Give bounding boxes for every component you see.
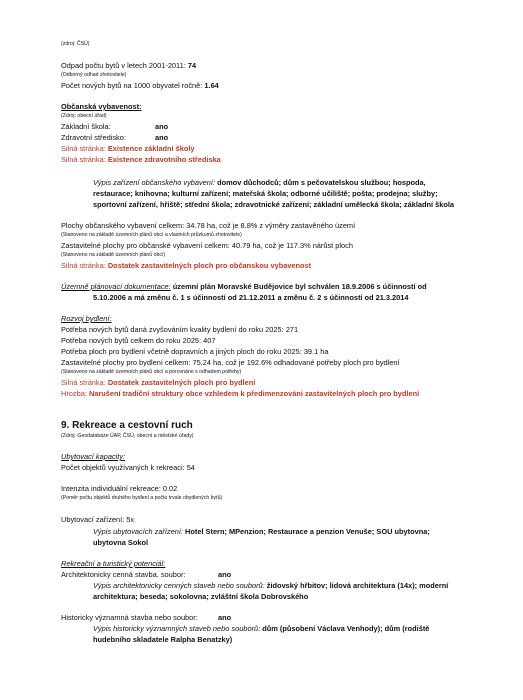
vypis-obcanske-line: sportovní zařízení, hřiště; střední škola; zdravotnické zařízení; základní umělecká škola; základní škola	[93, 200, 455, 209]
zastavitelne-line: Zastavitelné plochy pro občanské vybavení celkem: 40.79 ha, což je 117.3% nárůst ploch	[61, 241, 353, 250]
potencial-heading: Rekreační a turistický potenciál:	[61, 559, 166, 568]
bydleni-line: Potřeba ploch pro bydlení včetně dopravních a jiných ploch do roku 2025: 39.1 ha	[61, 347, 329, 356]
plochy-note: (Stanoveno na základě územních plánů obcí a vlastních průzkumů zhotovitele)	[61, 232, 242, 238]
bydleni-line: Potřeba nových bytů celkem do roku 2025: 407	[61, 336, 216, 345]
uzemni-line: Územně plánovací dokumentace: územní plán Moravské Budějovice byl schválen 18.9.2006 s účinností od	[61, 282, 427, 291]
hist-value: ano	[218, 613, 232, 622]
arch-vypis-line: Výpis architektonicky cenných staveb nebo souborů: židovský hřbitov; lidová architektura (14x); moderní	[93, 581, 449, 590]
plochy-line: Plochy občanského vybavení celkem: 34.78 ha, což je 8.8% z výměry zastavěného území	[61, 221, 356, 230]
strength-line: Silná stránka: Existence zdravotního střediska	[61, 155, 221, 164]
zdravotni-label: Zdravotní středisko:	[61, 133, 126, 142]
arch-value: ano	[218, 570, 232, 579]
section-source: (Zdroj: Geodatabáze ÚAP, ČSÚ, obecní a městské úřady)	[61, 433, 194, 439]
bydleni-line: Zastavitelné plochy pro bydlení celkem: 75.24 ha, což je 192.6% odhadované potřeby ploch pro bydlení	[61, 358, 400, 367]
hist-vypis-line: hudebního skladatele Ralpha Benatzky)	[93, 635, 233, 644]
zakladni-skola-value: ano	[155, 122, 169, 131]
uzemni-line: 5.10.2006 a má změnu č. 1 s účinností od 21.12.2011 a změnu č. 2 s účinností od 21.3.2014	[93, 293, 409, 302]
strength-line: Silná stránka: Existence základní školy	[61, 144, 195, 153]
hist-label: Historicky významná stavba nebo soubor:	[61, 613, 198, 622]
obcanska-source: (Zdroj: obecní úřad)	[61, 113, 107, 119]
bydleni-line: Potřeba nových bytů daná zvyšováním kvality bydlení do roku 2025: 271	[61, 325, 299, 334]
odpad-note: (Odborný odhad zhotovitele)	[61, 72, 127, 78]
arch-label: Architektonicky cenná stavba, soubor:	[61, 570, 186, 579]
intenzita-note: (Poměr počtu objektů druhého bydlení a počtu trvale obydlených bytů)	[61, 495, 223, 501]
per1000-line: Počet nových bytů na 1000 obyvatel ročně: 1.64	[61, 81, 219, 90]
strength-line: Silná stránka: Dostatek zastavitelných ploch pro občanskou vybavenost	[61, 261, 312, 270]
bydleni-heading: Rozvoj bydlení:	[61, 314, 112, 323]
zarizeni-vypis-line: Výpis ubytovacích zařízení: Hotel Stern; MPenzion; Restaurace a penzion Venuše; SOU ubytovna;	[93, 527, 430, 536]
threat-line: Hrozba: Narušení tradiční struktury obce vzhledem k předimenzování zastavitelných ploch pro bydlení	[61, 389, 420, 398]
intenzita-line: Intenzita individuální rekreace: 0.02	[61, 484, 178, 493]
vypis-obcanske-line: Výpis zařízení občanského vybavení: domov důchodců; dům s pečovatelskou službou; hospoda,	[93, 178, 426, 187]
obcanska-heading: Občanská vybavenost:	[61, 102, 142, 111]
kapacity-heading: Ubytovací kapacity:	[61, 452, 126, 461]
section-title: 9. Rekreace a cestovní ruch	[61, 420, 193, 431]
zarizeni-vypis-line: ubytovna Sokol	[93, 538, 149, 547]
hist-vypis-line: Výpis historicky významných staveb nebo souborů: dům (působení Václava Venhody); dům (rodiště	[93, 624, 430, 633]
zakladni-skola-label: Základní škola:	[61, 122, 111, 131]
odpad-line: Odpad počtu bytů v letech 2001-2011: 74	[61, 61, 197, 70]
objekty-line: Počet objektů využívaných k rekreaci: 54	[61, 463, 195, 472]
zdravotni-value: ano	[155, 133, 169, 142]
bydleni-note: (Stanoveno na základě územních plánů obcí a porovnáno s odhadem potřeby)	[61, 369, 242, 375]
vypis-obcanske-line: restaurace; knihovna; kulturní zařízení; mateřská škola; odborné učiliště; pošta; prodejna; služby;	[93, 189, 438, 198]
zarizeni-line: Ubytovací zařízení: 5x	[61, 515, 135, 524]
strength-line: Silná stránka: Dostatek zastavitelných ploch pro bydlení	[61, 378, 256, 387]
arch-vypis-line: architektura; beseda; sokolovna; zvláštní škola Dobrovského	[93, 592, 309, 601]
source-note: (zdroj: ČSÚ)	[61, 41, 90, 47]
zastavitelne-note: (Stanoveno na základě územních plánů obcí)	[61, 252, 166, 258]
